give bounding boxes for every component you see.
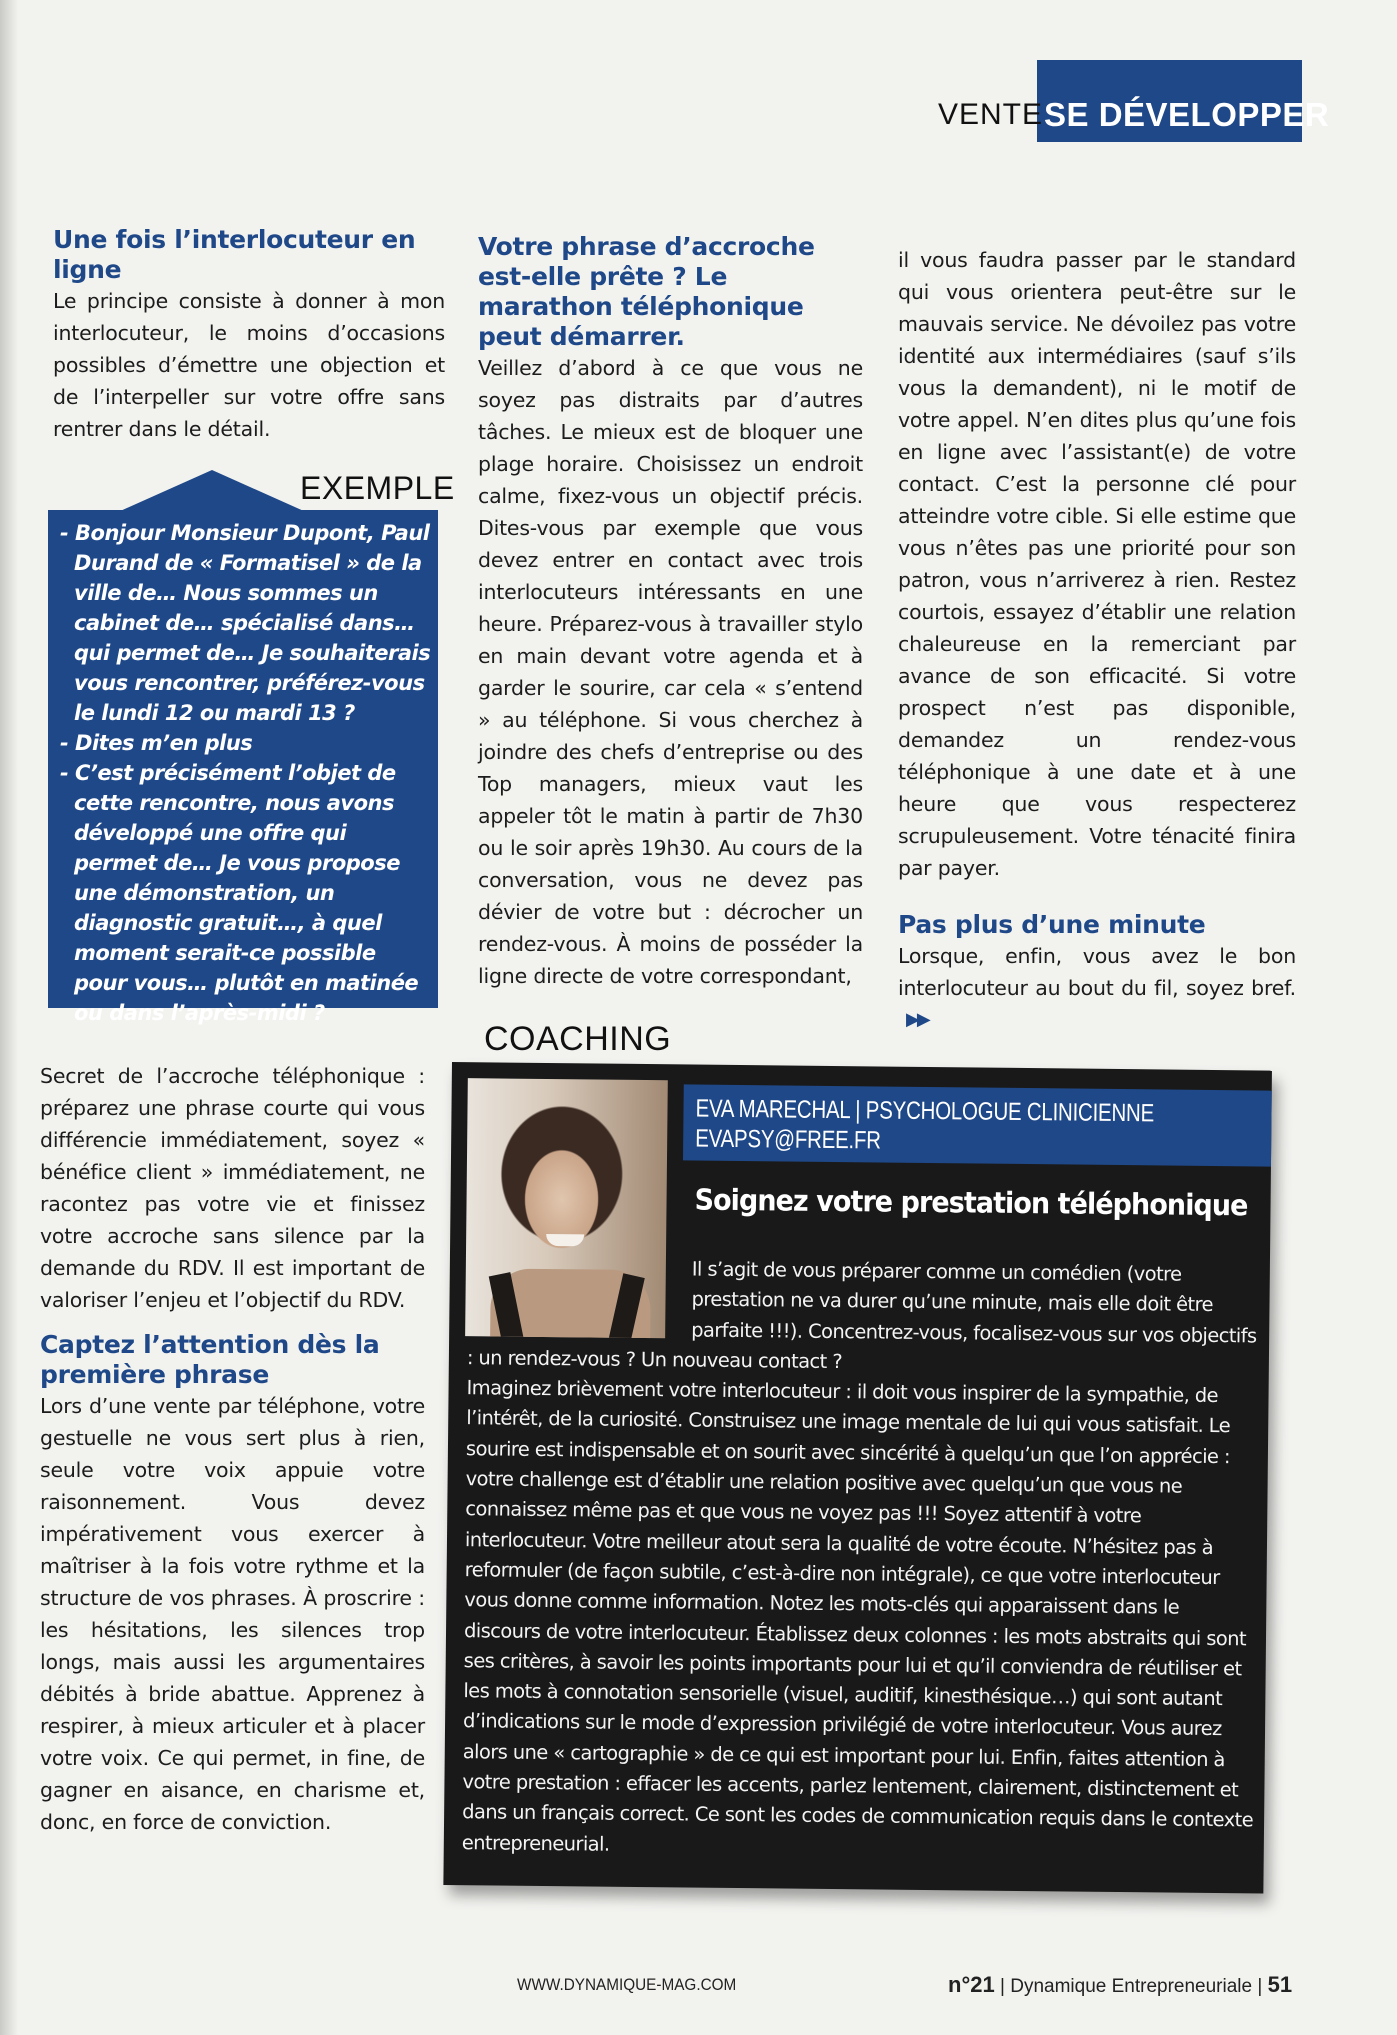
example-line: - Dites m’en plus <box>60 731 253 755</box>
footer-separator: | <box>1257 1976 1268 1997</box>
example-line: - Bonjour Monsieur Dupont, Paul Durand de « Formatisel » de la ville de… Nous sommes un cabinet de… spécialisé dans… qui permet de… Je souhaiterais vous rencontrer, préférez-vous le lundi 12 ou mardi 13 ? <box>60 521 431 725</box>
heading-pas-plus-minute: Pas plus d’une minute <box>898 910 1206 939</box>
paragraph-marathon: Veillez d’abord à ce que vous ne soyez pas distraits par d’autres tâches. Le mieux est de bloquer une plage horaire. Choisissez un endroit calme, fixez-vous un objectif précis. Dites-vous par exemple que vous devez entrer en contact avec trois interlocuteurs intéressants en une heure. Préparez-vous à travailler stylo en main devant votre agenda et à garder le sourire, car cela « s’entend » au téléphone. Si vous cherchez à joindre des chefs d’entreprise ou des Top managers, mieux vaut les appeler tôt le matin à partir de 7h30 ou le soir après 19h30. Au cours de la conversation, vous ne devez pas dévier de votre but : décrocher un rendez-vous. À moins de posséder la ligne directe de votre correspondant, <box>478 356 863 988</box>
paragraph-standard: il vous faudra passer par le standard qui vous orientera peut-être sur le mauvais service. Ne dévoilez pas votre identité aux intermédiaires (sauf s’ils vous la demandent), ni le motif de votre appel. N’en dites plus qu’une fois en ligne avec l’assistant(e) de votre contact. C’est la personne clé pour atteindre votre cible. Si elle estime que vous n’êtes pas une priorité pour son patron, vous n’arriverez à rien. Restez courtois, essayez d’établir une relation chaleureuse en la remerciant par avance de son efficacité. Si votre prospect n’est pas disponible, demandez un rendez-vous téléphonique à une date et à une heure que vous respecterez scrupuleusement. Votre ténacité finira par payer. <box>898 248 1296 880</box>
photo-smile <box>546 1234 584 1246</box>
page-number: 51 <box>1267 1972 1293 1997</box>
magazine-name: Dynamique Entrepreneuriale <box>1010 1976 1253 1997</box>
paragraph-principe: Le principe consiste à donner à mon interlocuteur, le moins d’occasions possibles d’émettre une objection et de l’interpeller sur votre offre sans rentrer dans le détail. <box>53 289 445 441</box>
paragraph-soyez-bref: Lorsque, enfin, vous avez le bon interlocuteur au bout du fil, soyez bref. <box>898 944 1296 1000</box>
author-email: EVAPSY@FREE.FR <box>695 1124 881 1155</box>
double-arrow-right-icon: ▶▶ <box>906 1009 928 1030</box>
left-column-bottom <box>40 1060 425 1838</box>
coaching-text <box>462 1252 1260 1866</box>
coaching-intro: Il s’agit de vous préparer comme un comédien (votre prestation ne va durer qu’une minute, mais elle doit être parfaite !!!). Concentrez-vous, focalisez-vous sur vos objectifs : un rendez-vous ? Un nouveau contact ? <box>466 1257 1257 1373</box>
coaching-body: Imaginez brièvement votre interlocuteur : il doit vous inspirer de la sympathie, de l’intérêt, de la curiosité. Construisez une image mentale de lui qui vous satisfait. Le sourire est indispensable et on sourit avec sincérité à quelqu’un que l’on apprécie : votre challenge est d’établir une relation positive avec quelqu’un que vous ne connaissez même pas et que vous ne voyez pas !!! Soyez attentif à votre interlocuteur. Votre meilleur atout sera la qualité de votre écoute. N’hésitez pas à reformuler (de façon subtile, c’est-à-dire non intégrale), ce que votre interlocuteur vous donne comme information. Notez les mots-clés qui apparaissent dans le discours de votre interlocuteur. Établissez deux colonnes : les mots abstraits qui sont ses critères, à savoir les points importants pour lui et qu’il conviendra de réutiliser et les mots à connotation sensorielle (visuel, auditif, kinesthésique…) qui sont autant d’indications sur le mode d’expression privilégié de votre interlocuteur. Vous aurez alors une « cartographie » de ce qui est important pour lui. Enfin, faites attention à votre prestation : effacer les accents, parlez lentement, clairement, distinctement et dans un français correct. Ce sont les codes de communication requis dans le contexte entrepreneurial. <box>461 1376 1254 1856</box>
coaching-label: COACHING <box>484 1020 672 1058</box>
heading-captez-attention: Captez l’attention dès la première phrase <box>40 1330 380 1389</box>
category-label: SE DÉVELOPPER <box>1044 96 1330 133</box>
example-line: - C’est précisément l’objet de cette rencontre, nous avons développé une offre qui permet de… Je vous propose une démonstration, un diagnostic gratuit…, à quel moment serait-ce possible pour vous… plutôt en matinée ou dans l’après-midi ? <box>60 761 419 1025</box>
middle-column <box>478 232 863 992</box>
example-box-roof <box>118 470 306 512</box>
author-name: EVA MARECHAL | PSYCHOLOGUE CLINICIENNE <box>695 1094 1155 1128</box>
section-label: VENTE <box>938 98 1044 131</box>
right-column <box>898 244 1296 1036</box>
paragraph-soyez-bref-wrap <box>898 940 1296 1036</box>
footer-issue-info <box>948 1972 1292 1998</box>
heading-phrase-accroche: Votre phrase d’accroche est-elle prête ? Le marathon téléphonique peut démarrer. <box>478 232 815 351</box>
footer-separator: | <box>1000 1976 1011 1997</box>
example-label: EXEMPLE <box>300 470 455 506</box>
footer-website: WWW.DYNAMIQUE-MAG.COM <box>517 1975 737 1994</box>
paragraph-vente-telephone: Lors d’une vente par téléphone, votre gestuelle ne vous sert plus à rien, seule votre voix appuie votre raisonnement. Vous devez impérativement vous exercer à maîtriser à la fois votre rythme et la structure de vos phrases. À proscrire : les hésitations, les silences trop longs, mais aussi les argumentaires débités à bride abattue. Apprenez à respirer, à mieux articuler et à placer votre voix. Ce qui permet, in fine, de gagner en aisance, en charisme et, donc, en force de conviction. <box>40 1394 425 1834</box>
example-dialogue <box>60 518 432 1028</box>
coaching-title: Soignez votre prestation téléphonique <box>694 1182 1248 1223</box>
photo-wrap-spacer <box>467 1252 692 1344</box>
paragraph-secret-accroche: Secret de l’accroche téléphonique : préparez une phrase courte qui vous différencie immédiatement, soyez « bénéfice client » immédiatement, ne racontez pas votre vie et finissez votre accroche sans silence par la demande du RDV. Il est important de valoriser l’enjeu et l’objectif du RDV. <box>40 1064 425 1312</box>
page-gutter-shadow <box>0 0 18 2035</box>
issue-number: n°21 <box>948 1972 995 1997</box>
heading-interlocuteur-en-ligne: Une fois l’interlocuteur en ligne <box>53 225 416 284</box>
coaching-box <box>443 1062 1272 1894</box>
left-column-top <box>53 225 445 445</box>
